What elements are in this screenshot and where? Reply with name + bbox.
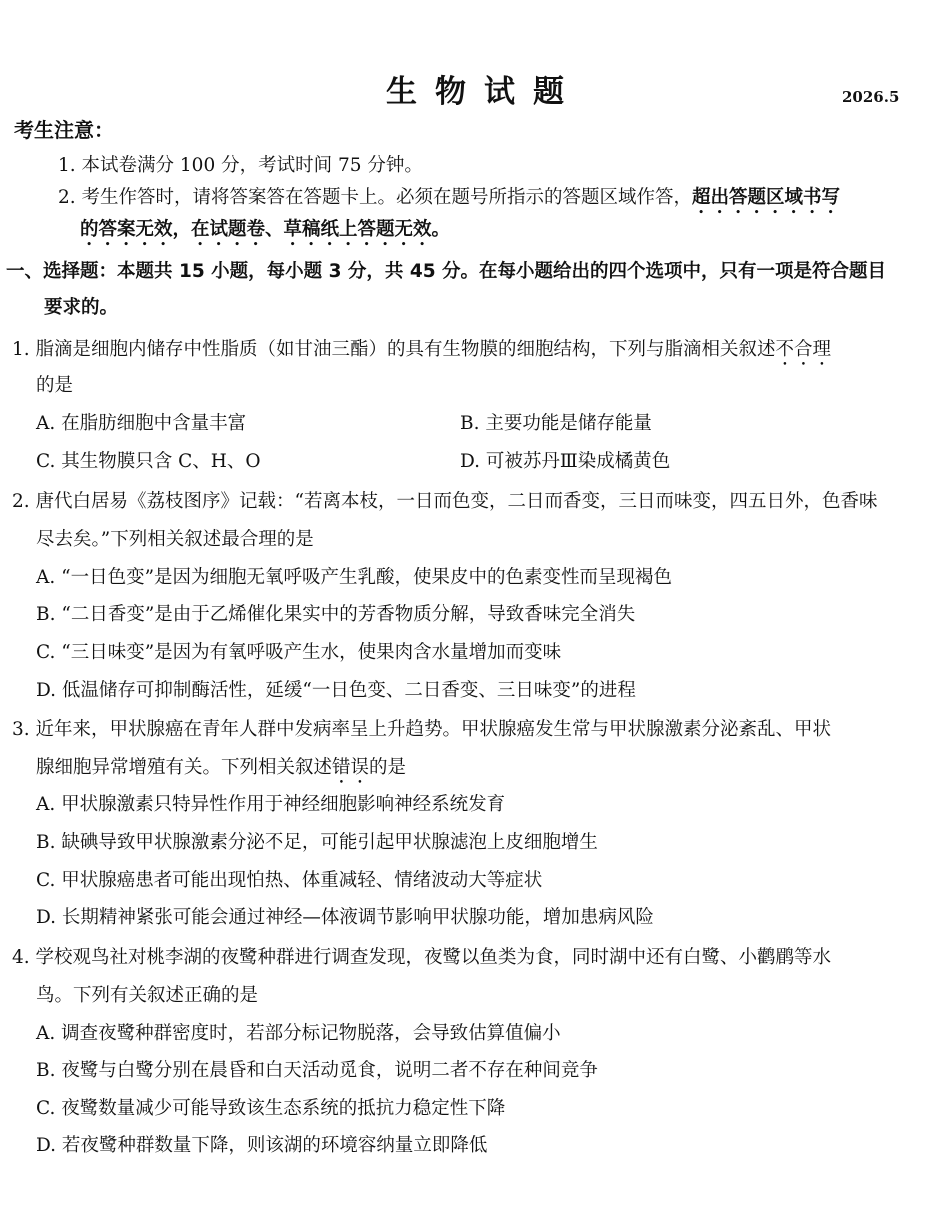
question-2-stem-line2: 尽去矣。”下列相关叙述最合理的是 <box>36 529 314 550</box>
section-heading-line1: 一、选择题：本题共 15 小题，每小题 3 分，共 45 分。在每小题给出的四个选项中，只有一项是符合题目 <box>6 261 887 282</box>
question-1-emphasis: 不合理 <box>775 339 832 360</box>
question-2-option-b: B. “二日香变”是由于乙烯催化果实中的芳香物质分解，导致香味完全消失 <box>36 604 636 625</box>
question-4-option-c: C. 夜鹭数量减少可能导致该生态系统的抵抗力稳定性下降 <box>36 1098 506 1119</box>
notice-item-1: 1. 本试卷满分 100 分，考试时间 75 分钟。 <box>58 155 423 176</box>
notice-item-2-emphasis: 超出答题区域书写 <box>692 187 841 208</box>
question-4-option-a: A. 调查夜鹭种群密度时，若部分标记物脱落，会导致估算值偏小 <box>36 1023 561 1044</box>
exam-date: 2026.5 <box>842 88 900 106</box>
notice-item-2 <box>58 184 840 218</box>
section-heading-line2: 要求的。 <box>44 297 119 318</box>
notice-item-2-text: 2. 考生作答时，请将答案答在答题卡上。必须在题号所指示的答题区域作答， <box>58 187 693 208</box>
question-1-option-b: B. 主要功能是储存能量 <box>460 413 652 434</box>
question-4-option-d: D. 若夜鹭种群数量下降，则该湖的环境容纳量立即降低 <box>36 1135 488 1156</box>
question-1-option-d: D. 可被苏丹Ⅲ染成橘黄色 <box>460 451 671 472</box>
question-3-stem-tail: 的是 <box>369 757 407 778</box>
notice-item-2-continued: 的答案无效，在试题卷、草稿纸上答题无效。 <box>80 219 451 240</box>
question-3-option-a: A. 甲状腺激素只特异性作用于神经细胞影响神经系统发育 <box>36 794 506 815</box>
question-3-stem-line1: 3. 近年来，甲状腺癌在青年人群中发病率呈上升趋势。甲状腺癌发生常与甲状腺激素分泌紊乱、甲状 <box>12 719 832 740</box>
question-1-stem-line1 <box>12 336 831 370</box>
question-3-emphasis: 错误 <box>332 757 370 778</box>
question-2-option-a: A. “一日色变”是因为细胞无氧呼吸产生乳酸，使果皮中的色素变性而呈现褐色 <box>36 567 673 588</box>
notice-heading: 考生注意： <box>14 118 114 142</box>
question-3-stem-line2 <box>36 754 406 788</box>
question-1-stem-line2: 的是 <box>36 375 74 396</box>
question-4-stem-line1: 4. 学校观鸟社对桃李湖的夜鹭种群进行调查发现，夜鹭以鱼类为食，同时湖中还有白鹭、小鹳鹛等水 <box>12 947 832 968</box>
page-title: 生物试题 <box>386 74 582 110</box>
question-3-option-b: B. 缺碘导致甲状腺激素分泌不足，可能引起甲状腺滤泡上皮细胞增生 <box>36 832 598 853</box>
question-4-stem-line2: 鸟。下列有关叙述正确的是 <box>36 985 259 1006</box>
question-3-stem-text: 腺细胞异常增殖有关。下列相关叙述 <box>36 757 333 778</box>
question-1-stem-text: 1. 脂滴是细胞内储存中性脂质（如甘油三酯）的具有生物膜的细胞结构，下列与脂滴相关叙述 <box>12 339 776 360</box>
question-1-option-a: A. 在脂肪细胞中含量丰富 <box>36 413 247 434</box>
question-3-option-d: D. 长期精神紧张可能会通过神经—体液调节影响甲状腺功能，增加患病风险 <box>36 907 654 928</box>
question-1-option-c: C. 其生物膜只含 C、H、O <box>36 451 261 472</box>
question-4-option-b: B. 夜鹭与白鹭分别在晨昏和白天活动觅食，说明二者不存在种间竞争 <box>36 1060 598 1081</box>
question-2-stem-line1: 2. 唐代白居易《荔枝图序》记载：“若离本枝，一日而色变，二日而香变，三日而味变，四五日外，色香味 <box>12 491 878 512</box>
question-3-option-c: C. 甲状腺癌患者可能出现怕热、体重减轻、情绪波动大等症状 <box>36 870 543 891</box>
question-2-option-d: D. 低温储存可抑制酶活性，延缓“一日色变、二日香变、三日味变”的进程 <box>36 680 636 701</box>
question-2-option-c: C. “三日味变”是因为有氧呼吸产生水，使果肉含水量增加而变味 <box>36 642 562 663</box>
